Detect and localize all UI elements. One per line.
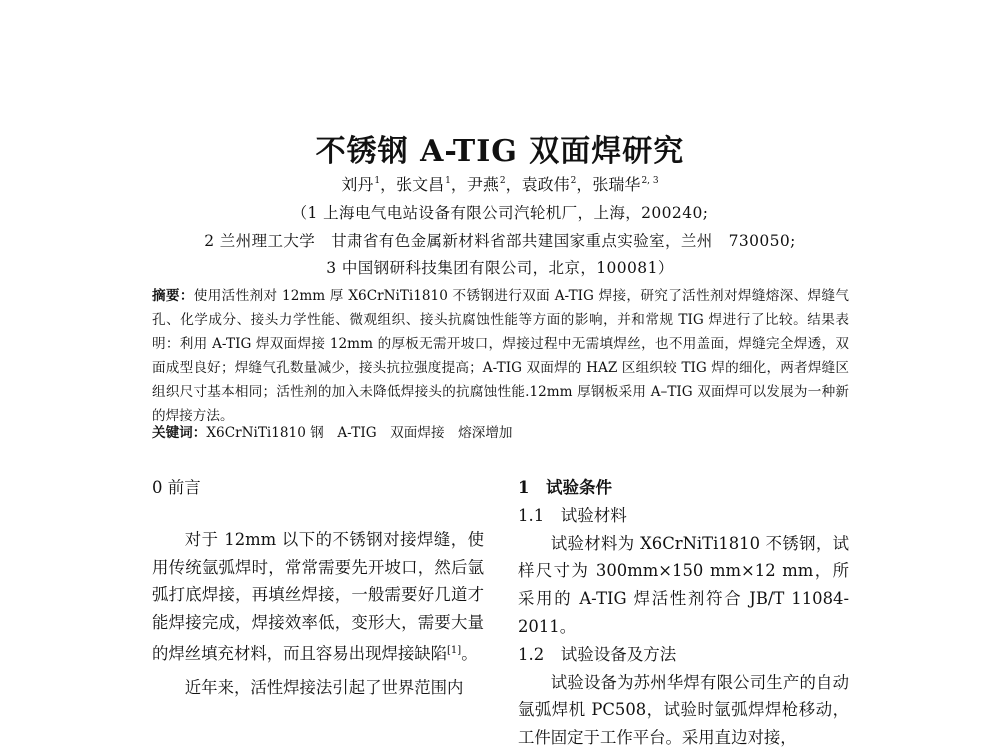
body-paragraph xyxy=(152,526,484,668)
abstract-label: 摘要： xyxy=(152,288,194,304)
keywords xyxy=(152,421,849,441)
body-paragraph: 近年来，活性焊接法引起了世界范围内 xyxy=(184,677,464,697)
paper-title: 不锈钢 A-TIG 双面焊研究 xyxy=(315,134,685,169)
right-column xyxy=(518,474,849,752)
left-column xyxy=(152,474,484,702)
body-paragraph: 试验材料为 X6CrNiTi1810 不锈钢，试样尺寸为 300mm×150 mm×12 mm，所采用的 A-TIG 焊活性剂符合 JB/T 11084-2011。 xyxy=(518,533,849,636)
paragraph-text: 对于 12mm 以下的不锈钢对接焊缝，使用传统氩弧焊时，常常需要先开坡口，然后氩弧打底焊接，再填丝焊接，一般需要好几道才能焊接完成，焊接效率低，变形大，需要大量的焊丝填充材料，而且容易出现焊接缺陷 xyxy=(152,529,484,663)
author-affil-mark: 2 xyxy=(499,176,506,186)
author-name: 尹燕 xyxy=(466,175,499,194)
author-affil-mark: 2 xyxy=(570,176,577,186)
paragraph-end: 。 xyxy=(461,643,478,663)
author-affil-mark: 1 xyxy=(374,176,381,186)
section-heading-test-conditions: 1 试验条件 xyxy=(518,478,612,497)
affiliation-line: 3 中国钢研科技集团有限公司，北京，100081） xyxy=(326,259,674,277)
affiliation-line: （1 上海电气电站设备有限公司汽轮机厂，上海，200240; xyxy=(291,204,709,222)
author-name: 张瑞华 xyxy=(592,175,641,194)
section-heading-introduction: 0 前言 xyxy=(152,478,201,497)
subsection-heading-equipment: 1.2 试验设备及方法 xyxy=(518,644,677,664)
keywords-text: X6CrNiTi1810 钢 A-TIG 双面焊接 熔深增加 xyxy=(206,425,513,441)
keywords-label: 关键词： xyxy=(152,425,207,441)
subsection-heading-materials: 1.1 试验材料 xyxy=(518,505,627,525)
abstract-text: 使用活性剂对 12mm 厚 X6CrNiTi1810 不锈钢进行双面 A-TIG 焊接，研究了活性剂对焊缝熔深、焊缝气孔、化学成分、接头力学性能、微观组织、接头抗腐蚀性能等方面的影响，并和常规 TIG 焊进行了比较。结果表明：利用 A-TIG 焊双面焊接 12mm 的厚板无需开坡口，焊接过程中无需填焊丝，也不用盖面，焊缝完全焊透，双面成型良好；焊缝气孔数量减少，接头抗拉强度提高；A-TIG 双面焊的 HAZ 区组织较 TIG 焊的细化，两者焊缝区组织尺寸基本相同；活性剂的加入未降低焊接头的抗腐蚀性能.12mm 厚钢板采用 A–TIG 双面焊可以发展为一种新的焊接方法。 xyxy=(152,288,849,424)
author-affil-mark: 1 xyxy=(445,176,451,186)
abstract xyxy=(152,284,849,428)
author-name: 袁政伟 xyxy=(521,175,570,194)
affiliation-line: 2 兰州理工大学 甘肃省有色金属新材料省部共建国家重点实验室，兰州 730050; xyxy=(204,232,796,250)
author-name: 刘丹 xyxy=(341,175,374,194)
citation-ref: [1] xyxy=(447,644,462,656)
author-name: 张文昌 xyxy=(396,175,445,194)
author-affil-mark: 2, 3 xyxy=(641,176,659,186)
author-list: 刘丹$^1$，张文昌$^1$，尹燕$^2$，袁政伟$^2$，张瑞华$^{2, 3}$ xyxy=(341,175,659,194)
body-paragraph: 试验设备为苏州华焊有限公司生产的自动氩弧焊机 PC508，试验时氩弧焊焊枪移动，工件固定于工作平台。采用直边对接， xyxy=(518,672,849,748)
